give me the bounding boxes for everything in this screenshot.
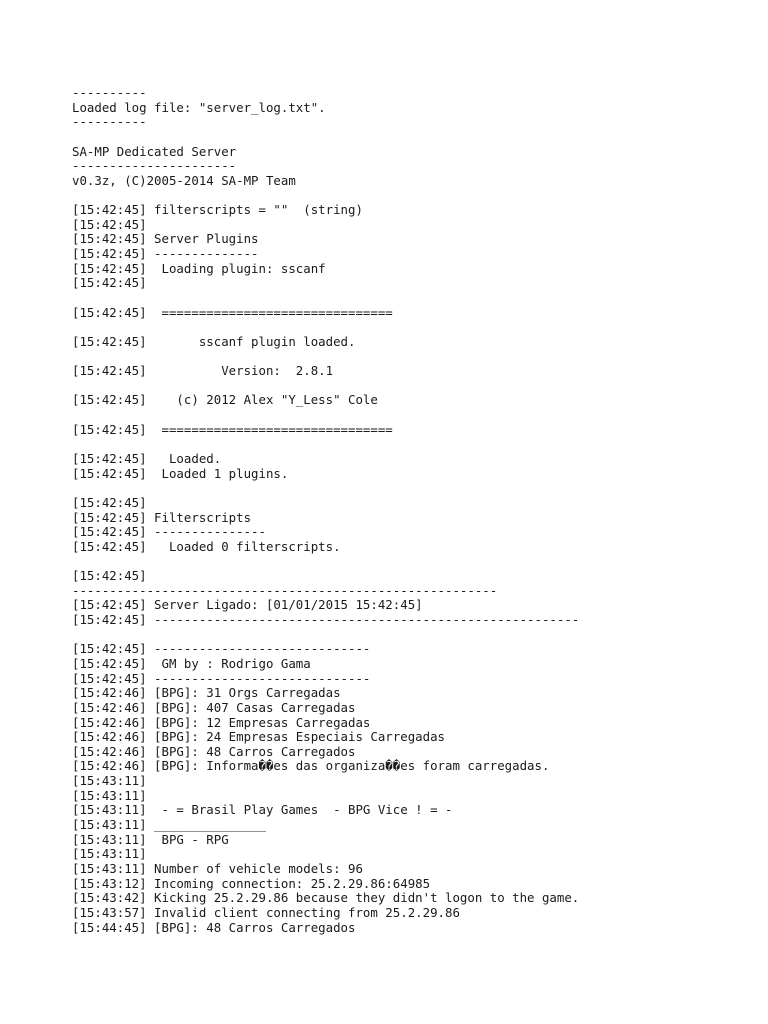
log-line: [15:42:45] ----------------------------- — [72, 642, 371, 657]
log-line: [15:43:11] - = Brasil Play Games - BPG Vice ! = - — [72, 803, 453, 818]
log-line — [72, 379, 752, 394]
log-line — [72, 130, 752, 145]
log-line: [15:42:45] — [72, 495, 147, 510]
log-line: [15:42:45] Server Ligado: [01/01/2015 15:42:45] — [72, 598, 423, 613]
log-line — [72, 628, 752, 643]
log-line: v0.3z, (C)2005-2014 SA-MP Team — [72, 173, 296, 188]
log-line: Loaded log file: "server_log.txt". — [72, 100, 326, 115]
log-line: [15:43:11] — [72, 847, 147, 862]
log-line: [15:42:46] [BPG]: Informa��es das organiza��es foram carregadas. — [72, 759, 550, 774]
log-line — [72, 437, 752, 452]
log-line — [72, 320, 752, 335]
log-line: [15:43:11] — [72, 774, 147, 789]
log-line: ---------------------- — [72, 159, 237, 174]
log-line — [72, 555, 752, 570]
log-line: [15:42:45] Loading plugin: sscanf — [72, 261, 326, 276]
log-line — [72, 408, 752, 423]
log-line: [15:42:45] Version: 2.8.1 — [72, 364, 334, 379]
log-line: [15:42:45] Loaded 1 plugins. — [72, 466, 289, 481]
log-line: [15:42:45] filterscripts = "" (string) — [72, 203, 363, 218]
log-line: [15:42:45] -------------- — [72, 247, 259, 262]
log-line — [72, 481, 752, 496]
log-line: [15:42:46] [BPG]: 24 Empresas Especiais Carregadas — [72, 730, 445, 745]
log-line: [15:42:45] GM by : Rodrigo Gama — [72, 656, 311, 671]
log-line: [15:42:45] Filterscripts — [72, 510, 252, 525]
log-line: [15:43:57] Invalid client connecting from 25.2.29.86 — [72, 905, 460, 920]
log-line: [15:44:45] [BPG]: 48 Carros Carregados — [72, 920, 356, 935]
server-log-document — [72, 86, 752, 935]
log-line: [15:42:46] [BPG]: 12 Empresas Carregadas — [72, 715, 371, 730]
log-line — [72, 188, 752, 203]
log-line: [15:42:46] [BPG]: 407 Casas Carregadas — [72, 700, 356, 715]
log-line: [15:42:45] =============================== — [72, 422, 393, 437]
log-line — [72, 350, 752, 365]
log-line: [15:42:45] — [72, 569, 147, 584]
log-line: [15:43:11] — [72, 788, 147, 803]
log-line: --------------------------------------------------------- — [72, 583, 498, 598]
log-line: [15:42:45] --------------- — [72, 525, 266, 540]
log-line: [15:43:11] _______________ — [72, 818, 266, 833]
log-line: [15:42:45] Loaded. — [72, 452, 222, 467]
log-line: [15:42:45] =============================== — [72, 305, 393, 320]
log-line: [15:43:11] BPG - RPG — [72, 832, 229, 847]
log-line: [15:43:11] Number of vehicle models: 96 — [72, 861, 363, 876]
log-line: ---------- — [72, 86, 147, 100]
log-line: [15:43:12] Incoming connection: 25.2.29.86:64985 — [72, 876, 431, 891]
log-line: [15:42:45] ----------------------------- — [72, 671, 371, 686]
log-line: [15:42:45] Server Plugins — [72, 232, 259, 247]
log-line: [15:42:45] — [72, 276, 147, 291]
log-line: [15:43:42] Kicking 25.2.29.86 because they didn't logon to the game. — [72, 891, 580, 906]
log-line: [15:42:46] [BPG]: 48 Carros Carregados — [72, 744, 356, 759]
log-line: [15:42:45] Loaded 0 filterscripts. — [72, 539, 341, 554]
log-line — [72, 291, 752, 306]
log-line: [15:42:45] (c) 2012 Alex "Y_Less" Cole — [72, 393, 378, 408]
log-line: ---------- — [72, 115, 147, 130]
log-line: SA-MP Dedicated Server — [72, 144, 237, 159]
log-line: [15:42:45] — [72, 217, 147, 232]
log-line: [15:42:46] [BPG]: 31 Orgs Carregadas — [72, 686, 341, 701]
log-line: [15:42:45] --------------------------------------------------------- — [72, 613, 580, 628]
log-line: [15:42:45] sscanf plugin loaded. — [72, 334, 356, 349]
